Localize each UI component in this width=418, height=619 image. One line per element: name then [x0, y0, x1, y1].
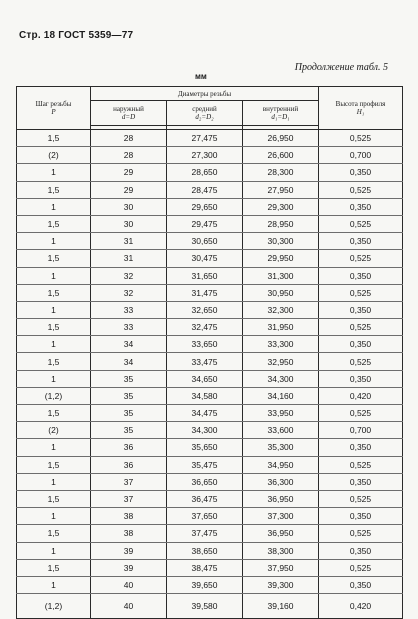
outer-diameter-cell: 33: [91, 301, 167, 318]
table-row: [17, 130, 403, 147]
height-cell: 0,525: [319, 284, 403, 301]
outer-diameter-label: наружный: [113, 105, 144, 113]
height-cell: 0,350: [319, 198, 403, 215]
height-cell: 0,350: [319, 233, 403, 250]
pitch-cell: 1,5: [17, 181, 91, 198]
inner-diameter-cell: 31,300: [243, 267, 319, 284]
mid-diameter-cell: 34,475: [167, 405, 243, 422]
outer-diameter-symbol: d=D: [121, 113, 136, 121]
outer-diameter-cell: 31: [91, 250, 167, 267]
inner-diameter-cell: 36,300: [243, 473, 319, 490]
mid-diameter-symbol: d₂=D₂: [195, 113, 214, 121]
pitch-cell: 1: [17, 301, 91, 318]
height-cell: 0,525: [319, 405, 403, 422]
inner-diameter-cell: 30,300: [243, 233, 319, 250]
pitch-cell: 1: [17, 542, 91, 559]
mid-diameter-cell: 32,475: [167, 319, 243, 336]
outer-diameter-cell: 28: [91, 130, 167, 147]
outer-diameter-cell: 40: [91, 576, 167, 593]
mid-diameter-cell: 39,580: [167, 594, 243, 619]
mid-diameter-cell: 28,650: [167, 164, 243, 181]
unit-label: мм: [195, 72, 207, 81]
table-row: [17, 508, 403, 525]
mid-diameter-label: средний: [192, 105, 217, 113]
pitch-cell: 1: [17, 473, 91, 490]
pitch-cell: 1: [17, 370, 91, 387]
mid-diameter-cell: 31,650: [167, 267, 243, 284]
outer-diameter-cell: 38: [91, 508, 167, 525]
table-row: [17, 473, 403, 490]
table-row: [17, 198, 403, 215]
outer-diameter-cell: 38: [91, 525, 167, 542]
inner-diameter-cell: 29,300: [243, 198, 319, 215]
table-row: [17, 387, 403, 404]
thread-dimensions-table: [16, 86, 403, 619]
inner-diameter-label: внутренний: [262, 105, 299, 113]
mid-diameter-cell: 33,475: [167, 353, 243, 370]
inner-diameter-cell: 33,600: [243, 422, 319, 439]
outer-diameter-cell: 40: [91, 594, 167, 619]
table-row: [17, 490, 403, 507]
inner-diameter-cell: 32,950: [243, 353, 319, 370]
height-cell: 0,350: [319, 473, 403, 490]
mid-diameter-cell: 38,475: [167, 559, 243, 576]
table-row: [17, 525, 403, 542]
height-cell: 0,525: [319, 559, 403, 576]
height-header-label: Высота профиля: [335, 100, 386, 108]
inner-diameter-cell: 35,300: [243, 439, 319, 456]
mid-diameter-cell: 34,580: [167, 387, 243, 404]
mid-diameter-cell: 32,650: [167, 301, 243, 318]
outer-diameter-cell: 36: [91, 439, 167, 456]
pitch-cell: (1,2): [17, 387, 91, 404]
table-row: [17, 456, 403, 473]
pitch-cell: 1,5: [17, 456, 91, 473]
mid-diameter-cell: 39,650: [167, 576, 243, 593]
pitch-cell: 1,5: [17, 525, 91, 542]
pitch-cell: 1,5: [17, 250, 91, 267]
table-row: [17, 594, 403, 619]
pitch-cell: (2): [17, 147, 91, 164]
inner-diameter-cell: 26,600: [243, 147, 319, 164]
outer-diameter-cell: 39: [91, 559, 167, 576]
table-row: [17, 576, 403, 593]
height-cell: 0,525: [319, 319, 403, 336]
outer-diameter-cell: 30: [91, 198, 167, 215]
inner-diameter-cell: 34,300: [243, 370, 319, 387]
height-cell: 0,525: [319, 353, 403, 370]
height-cell: 0,350: [319, 164, 403, 181]
outer-diameter-cell: 39: [91, 542, 167, 559]
mid-diameter-cell: 29,650: [167, 198, 243, 215]
pitch-cell: 1: [17, 576, 91, 593]
outer-diameter-cell: 35: [91, 405, 167, 422]
mid-diameter-cell: 29,475: [167, 215, 243, 232]
pitch-cell: 1,5: [17, 559, 91, 576]
table-row: [17, 250, 403, 267]
height-cell: 0,525: [319, 250, 403, 267]
inner-diameter-cell: 27,950: [243, 181, 319, 198]
pitch-header: [17, 87, 91, 130]
mid-diameter-cell: 30,650: [167, 233, 243, 250]
outer-diameter-cell: 29: [91, 164, 167, 181]
mid-diameter-cell: 31,475: [167, 284, 243, 301]
pitch-cell: (2): [17, 422, 91, 439]
height-cell: 0,350: [319, 508, 403, 525]
mid-diameter-cell: 37,475: [167, 525, 243, 542]
mid-diameter-cell: 34,300: [167, 422, 243, 439]
inner-diameter-cell: 33,950: [243, 405, 319, 422]
inner-diameter-symbol: d₁=D₁: [271, 113, 290, 121]
height-cell: 0,350: [319, 301, 403, 318]
mid-diameter-cell: 36,475: [167, 490, 243, 507]
height-cell: 0,700: [319, 147, 403, 164]
outer-diameter-cell: 37: [91, 490, 167, 507]
table-row: [17, 215, 403, 232]
mid-diameter-cell: 28,475: [167, 181, 243, 198]
height-cell: 0,525: [319, 215, 403, 232]
height-cell: 0,525: [319, 181, 403, 198]
height-cell: 0,350: [319, 542, 403, 559]
mid-diameter-cell: 35,475: [167, 456, 243, 473]
inner-diameter-cell: 28,300: [243, 164, 319, 181]
outer-diameter-cell: 31: [91, 233, 167, 250]
pitch-cell: 1,5: [17, 284, 91, 301]
outer-diameter-cell: 36: [91, 456, 167, 473]
inner-diameter-header: [243, 101, 319, 126]
outer-diameter-cell: 37: [91, 473, 167, 490]
inner-diameter-cell: 32,300: [243, 301, 319, 318]
table-row: [17, 267, 403, 284]
pitch-cell: 1: [17, 439, 91, 456]
height-cell: 0,350: [319, 439, 403, 456]
mid-diameter-cell: 27,475: [167, 130, 243, 147]
pitch-cell: 1,5: [17, 215, 91, 232]
table-row: [17, 439, 403, 456]
height-cell: 0,525: [319, 490, 403, 507]
inner-diameter-cell: 28,950: [243, 215, 319, 232]
pitch-cell: 1,5: [17, 490, 91, 507]
inner-diameter-cell: 39,300: [243, 576, 319, 593]
outer-diameter-cell: 28: [91, 147, 167, 164]
inner-diameter-cell: 33,300: [243, 336, 319, 353]
table-continuation-caption: Продолжение табл. 5: [294, 62, 388, 73]
inner-diameter-cell: 39,160: [243, 594, 319, 619]
pitch-cell: 1,5: [17, 319, 91, 336]
inner-diameter-cell: 34,160: [243, 387, 319, 404]
mid-diameter-cell: 36,650: [167, 473, 243, 490]
pitch-cell: 1: [17, 164, 91, 181]
outer-diameter-cell: 33: [91, 319, 167, 336]
pitch-cell: 1: [17, 336, 91, 353]
table-row: [17, 370, 403, 387]
height-header-symbol: H₁: [356, 108, 365, 116]
height-header: [319, 87, 403, 130]
table-row: [17, 233, 403, 250]
inner-diameter-cell: 30,950: [243, 284, 319, 301]
mid-diameter-header: [167, 101, 243, 126]
pitch-cell: 1: [17, 267, 91, 284]
outer-diameter-header: [91, 101, 167, 126]
outer-diameter-cell: 35: [91, 422, 167, 439]
table-row: [17, 422, 403, 439]
table-row: [17, 301, 403, 318]
table-row: [17, 542, 403, 559]
table-row: [17, 353, 403, 370]
pitch-cell: 1: [17, 233, 91, 250]
outer-diameter-cell: 35: [91, 387, 167, 404]
height-cell: 0,525: [319, 456, 403, 473]
mid-diameter-cell: 37,650: [167, 508, 243, 525]
height-cell: 0,525: [319, 130, 403, 147]
diameters-group-header: Диаметры резьбы: [91, 87, 319, 101]
pitch-cell: 1: [17, 508, 91, 525]
mid-diameter-cell: 30,475: [167, 250, 243, 267]
mid-diameter-cell: 33,650: [167, 336, 243, 353]
pitch-cell: 1: [17, 198, 91, 215]
inner-diameter-cell: 29,950: [243, 250, 319, 267]
inner-diameter-cell: 36,950: [243, 490, 319, 507]
table-row: [17, 284, 403, 301]
table-row: [17, 164, 403, 181]
table-row: [17, 319, 403, 336]
outer-diameter-cell: 34: [91, 336, 167, 353]
pitch-cell: (1,2): [17, 594, 91, 619]
pitch-header-symbol: P: [51, 108, 56, 116]
inner-diameter-cell: 34,950: [243, 456, 319, 473]
height-cell: 0,350: [319, 336, 403, 353]
height-cell: 0,420: [319, 387, 403, 404]
pitch-cell: 1,5: [17, 353, 91, 370]
table-row: [17, 336, 403, 353]
outer-diameter-cell: 35: [91, 370, 167, 387]
mid-diameter-cell: 27,300: [167, 147, 243, 164]
mid-diameter-cell: 38,650: [167, 542, 243, 559]
table-row: [17, 559, 403, 576]
outer-diameter-cell: 32: [91, 284, 167, 301]
mid-diameter-cell: 35,650: [167, 439, 243, 456]
inner-diameter-cell: 38,300: [243, 542, 319, 559]
height-cell: 0,350: [319, 576, 403, 593]
pitch-cell: 1,5: [17, 405, 91, 422]
height-cell: 0,420: [319, 594, 403, 619]
inner-diameter-cell: 31,950: [243, 319, 319, 336]
pitch-cell: 1,5: [17, 130, 91, 147]
height-cell: 0,350: [319, 267, 403, 284]
inner-diameter-cell: 37,300: [243, 508, 319, 525]
page-header: Стр. 18 ГОСТ 5359—77: [19, 30, 134, 41]
outer-diameter-cell: 34: [91, 353, 167, 370]
outer-diameter-cell: 32: [91, 267, 167, 284]
height-cell: 0,350: [319, 370, 403, 387]
inner-diameter-cell: 37,950: [243, 559, 319, 576]
height-cell: 0,700: [319, 422, 403, 439]
outer-diameter-cell: 29: [91, 181, 167, 198]
inner-diameter-cell: 26,950: [243, 130, 319, 147]
height-cell: 0,525: [319, 525, 403, 542]
table-row: [17, 405, 403, 422]
pitch-header-label: Шаг резьбы: [35, 100, 72, 108]
inner-diameter-cell: 36,950: [243, 525, 319, 542]
table-row: [17, 181, 403, 198]
outer-diameter-cell: 30: [91, 215, 167, 232]
table-row: [17, 147, 403, 164]
mid-diameter-cell: 34,650: [167, 370, 243, 387]
